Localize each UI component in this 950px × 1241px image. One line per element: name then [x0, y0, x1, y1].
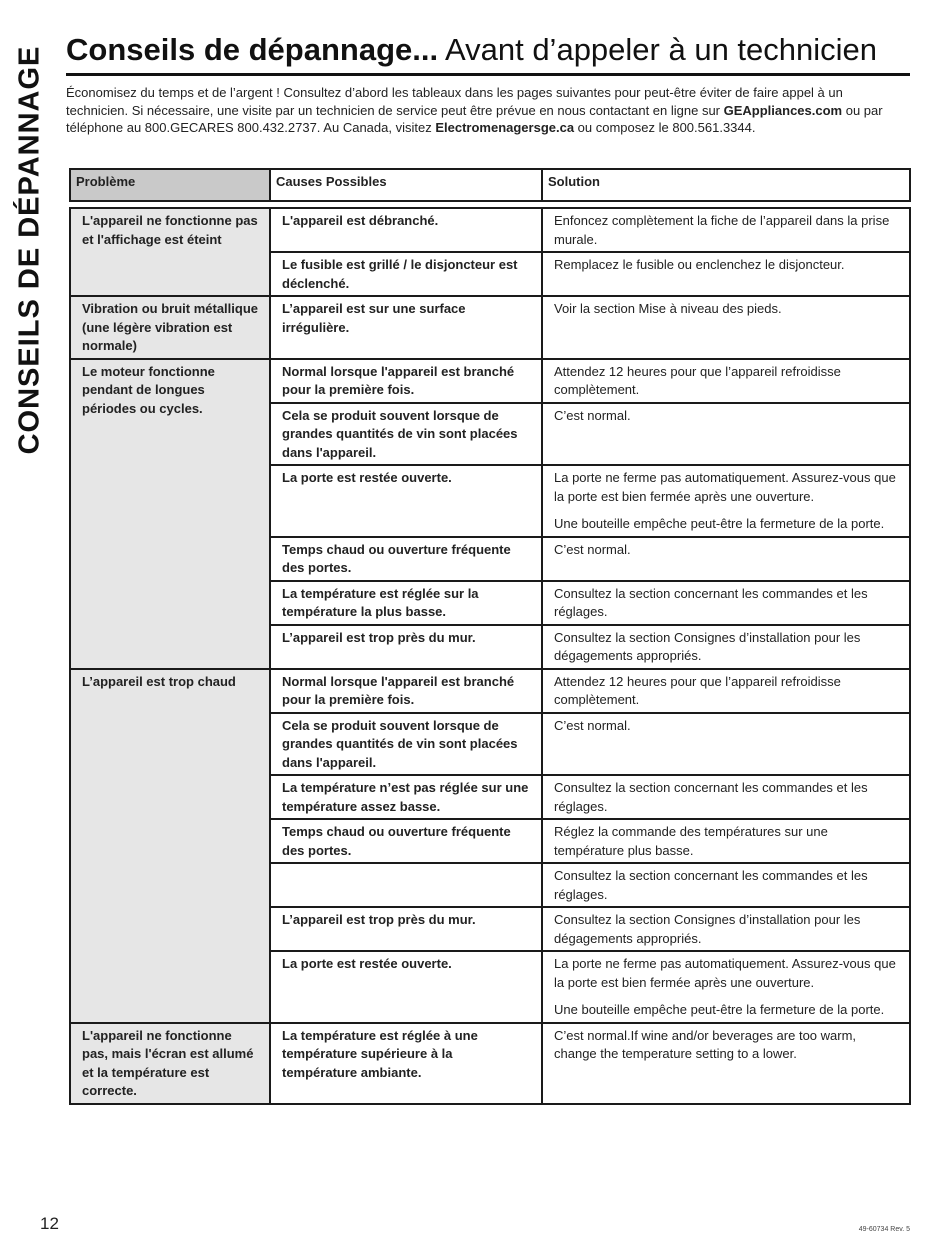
problem-cell: L'appareil ne fonctionne pas, mais l'écran est allumé et la température est correcte. — [70, 1023, 270, 1104]
problem-cell: Vibration ou bruit métallique (une légère vibration est normale) — [70, 296, 270, 359]
solution-cell — [542, 465, 910, 537]
intro-paragraph — [66, 84, 908, 137]
page-number: 12 — [40, 1214, 59, 1233]
cause-cell: La porte est restée ouverte. — [270, 951, 542, 1023]
cause-cell: La température est réglée sur la température la plus basse. — [270, 581, 542, 625]
solution-cell — [542, 775, 910, 819]
title-subtitle: Avant d’appeler à un technicien — [438, 32, 878, 67]
solution-cell — [542, 208, 910, 252]
cause-cell: L’appareil est trop près du mur. — [270, 625, 542, 669]
solution-cell — [542, 252, 910, 296]
side-tab-label: CONSEILS DE DÉPANNAGE — [13, 45, 46, 455]
cause-cell: La température est réglée à une température supérieure à la température ambiante. — [270, 1023, 542, 1104]
spacer-cell — [70, 201, 270, 208]
problem-cell: L'appareil ne fonctionne pas et l'affichage est éteint — [70, 208, 270, 296]
solution-cell — [542, 907, 910, 951]
title-divider — [66, 73, 910, 76]
solution-cell — [542, 296, 910, 359]
spacer-cell — [270, 201, 542, 208]
table-row — [70, 359, 910, 403]
cause-cell: L’appareil est trop près du mur. — [270, 907, 542, 951]
solution-cell — [542, 625, 910, 669]
solution-cell — [542, 537, 910, 581]
solution-cell — [542, 1023, 910, 1104]
spacer-cell — [542, 201, 910, 208]
table-header-row — [70, 169, 910, 201]
cause-cell: L'appareil est débranché. — [270, 208, 542, 252]
solution-text: Une bouteille empêche peut-être la fermeture de la porte. — [554, 516, 885, 531]
solution-text: Consultez la section concernant les commandes et les réglages. — [554, 868, 868, 902]
table-row — [70, 296, 910, 359]
solution-text: La porte ne ferme pas automatiquement. Assurez-vous que la porte est bien fermée après une ouverture. — [554, 956, 896, 990]
solution-text: Une bouteille empêche peut-être la fermeture de la porte. — [554, 1002, 885, 1017]
intro-text-1: Économisez du temps et de l’argent ! Consultez d’abord les tableaux dans les pages suivantes pour peut-être éviter de faire appel à un technicien. Si nécessaire, une visite par un technicien de service peut être prévue en nous contactant en ligne sur — [66, 85, 843, 118]
solution-cell — [542, 669, 910, 713]
header-causes: Causes Possibles — [270, 169, 542, 201]
section-side-tab — [14, 30, 46, 470]
title-bold: Conseils de dépannage... — [66, 32, 439, 67]
cause-cell: La température n’est pas réglée sur une température assez basse. — [270, 775, 542, 819]
solution-cell — [542, 359, 910, 403]
website-link-ca[interactable]: Electromenagersge.ca — [435, 120, 575, 135]
solution-text: Consultez la section concernant les commandes et les réglages. — [554, 585, 868, 619]
solution-cell — [542, 581, 910, 625]
table-body — [70, 201, 910, 1104]
cause-cell — [270, 863, 542, 907]
troubleshooting-table — [69, 168, 911, 1105]
solution-cell — [542, 863, 910, 907]
cause-cell: Temps chaud ou ouverture fréquente des portes. — [270, 819, 542, 863]
cause-cell: La porte est restée ouverte. — [270, 465, 542, 537]
solution-text: Réglez la commande des températures sur une température plus basse. — [554, 824, 828, 858]
solution-text: Enfoncez complètement la fiche de l’appareil dans la prise murale. — [554, 213, 890, 247]
solution-cell — [542, 403, 910, 466]
intro-text-3: ou composez le 800.561.3344. — [574, 120, 756, 135]
cause-cell: Cela se produit souvent lorsque de grandes quantités de vin sont placées dans l'appareil. — [270, 403, 542, 466]
table-row — [70, 208, 910, 252]
cause-cell: Cela se produit souvent lorsque de grandes quantités de vin sont placées dans l'appareil. — [270, 713, 542, 776]
table-row — [70, 1023, 910, 1104]
solution-text: Attendez 12 heures pour que l’appareil refroidisse complètement. — [554, 673, 841, 707]
solution-text: C’est normal. — [554, 541, 631, 557]
solution-text: C’est normal.If wine and/or beverages are too warm, change the temperature setting to a lower. — [554, 1027, 857, 1061]
solution-cell — [542, 951, 910, 1023]
page-title — [66, 30, 910, 70]
website-link-us[interactable]: GEAppliances.com — [723, 102, 843, 118]
cause-cell: Normal lorsque l'appareil est branché pour la première fois. — [270, 669, 542, 713]
intro-text-2: ou par téléphone au 800.GECARES 800.432.2737. Au Canada, visitez — [66, 102, 883, 135]
solution-text: C’est normal. — [554, 717, 631, 733]
cause-cell: Le fusible est grillé / le disjoncteur est déclenché. — [270, 252, 542, 296]
solution-text: Consultez la section Consignes d’installation pour les dégagements appropriés. — [554, 912, 861, 946]
document-reference: 49-60734 Rev. 5 — [858, 1226, 910, 1233]
solution-text: Consultez la section concernant les commandes et les réglages. — [554, 780, 868, 814]
cause-cell: L’appareil est sur une surface irrégulière. — [270, 296, 542, 359]
solution-cell — [542, 713, 910, 776]
solution-text: Consultez la section Consignes d’installation pour les dégagements appropriés. — [554, 629, 861, 663]
solution-text: Attendez 12 heures pour que l’appareil refroidisse complètement. — [554, 363, 841, 397]
solution-text: Voir la section Mise à niveau des pieds. — [554, 301, 782, 316]
solution-text: Remplacez le fusible ou enclenchez le disjoncteur. — [554, 257, 845, 272]
table-spacer — [70, 201, 910, 208]
problem-cell: Le moteur fonctionne pendant de longues périodes ou cycles. — [70, 359, 270, 669]
solution-text: C’est normal. — [554, 407, 631, 423]
solution-text: La porte ne ferme pas automatiquement. Assurez-vous que la porte est bien fermée après une ouverture. — [554, 470, 896, 504]
solution-cell — [542, 819, 910, 863]
header-problem: Problème — [70, 169, 270, 201]
cause-cell: Temps chaud ou ouverture fréquente des portes. — [270, 537, 542, 581]
problem-cell: L’appareil est trop chaud — [70, 669, 270, 1023]
table-row — [70, 669, 910, 713]
cause-cell: Normal lorsque l'appareil est branché pour la première fois. — [270, 359, 542, 403]
header-solution: Solution — [542, 169, 910, 201]
